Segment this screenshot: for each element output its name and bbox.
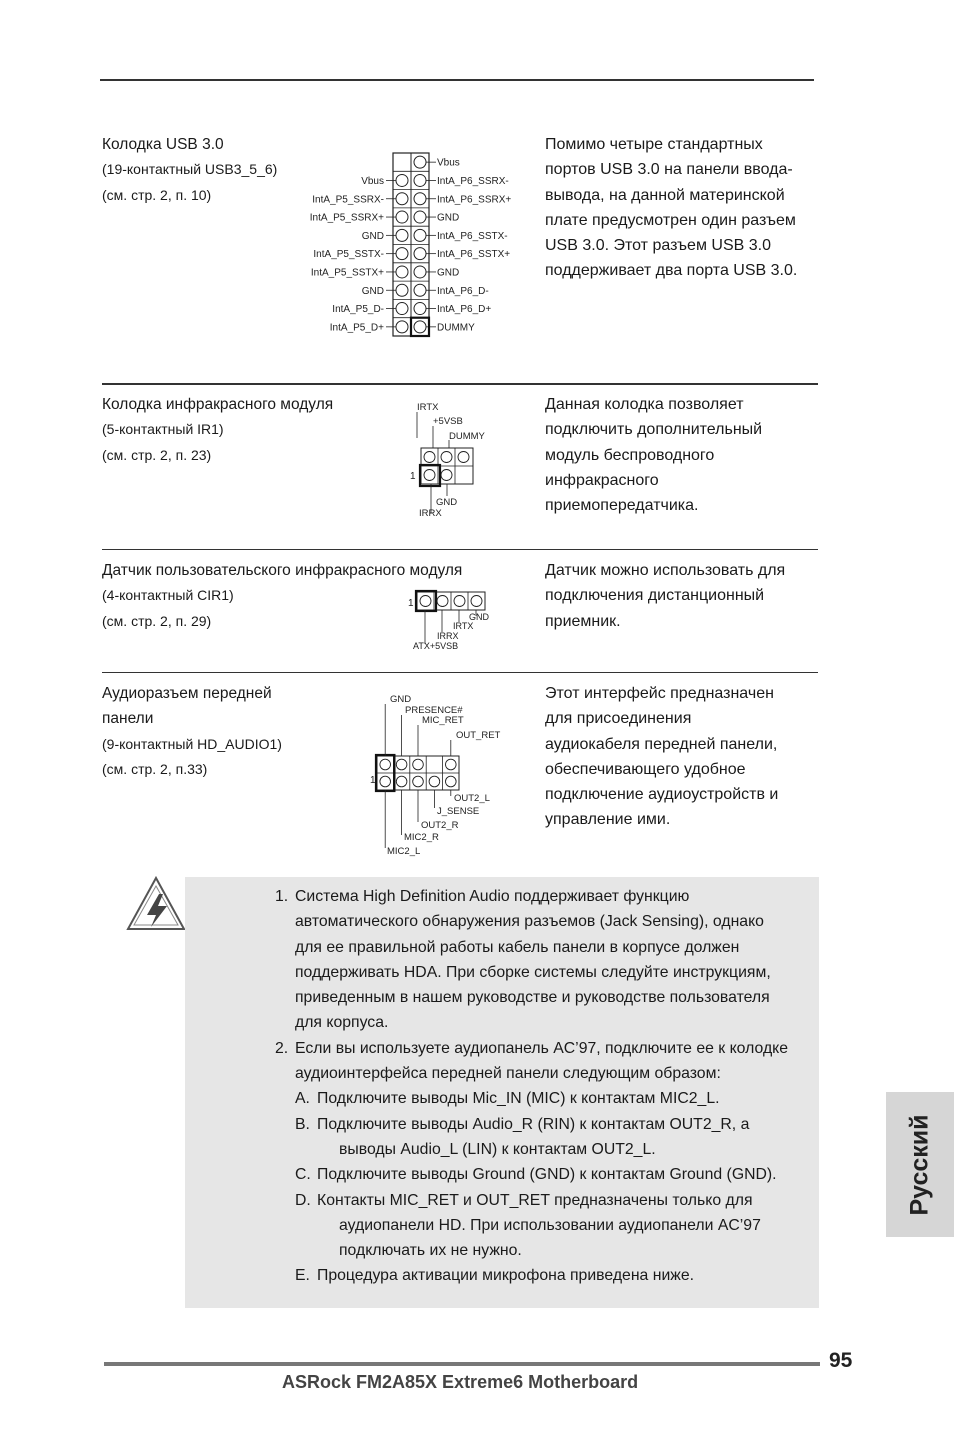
audio-pin bbox=[380, 776, 391, 787]
usb30-title: Колодка USB 3.0 bbox=[102, 136, 224, 153]
usb30-pin-count: (19-контактный USB3_5_6) bbox=[102, 161, 278, 178]
note-line: Подключите выводы Mic_IN (MIC) к контактам MIC2_L. bbox=[317, 1090, 720, 1108]
audio-pinout-diagram bbox=[365, 690, 515, 860]
cir-pin bbox=[471, 596, 482, 607]
ir-label-pin1: 1 bbox=[410, 471, 416, 482]
note-line: приведенным в нашем руководстве и руководстве пользователя bbox=[295, 989, 770, 1007]
usb30-pin bbox=[396, 321, 408, 333]
ir-labels bbox=[102, 392, 333, 468]
notes-list bbox=[275, 884, 825, 1289]
usb30-left-pin-label: GND bbox=[361, 230, 384, 242]
usb30-pin bbox=[414, 211, 426, 223]
ir-desc-line: инфракрасного bbox=[545, 471, 659, 489]
cir-desc-line: подключения дистанционный bbox=[545, 587, 765, 605]
audio-page-ref: (см. стр. 2, п.33) bbox=[102, 760, 208, 777]
audio-label-mic-ret: MIC_RET bbox=[422, 715, 464, 726]
cir-pin bbox=[420, 596, 431, 607]
note-sub-e: E. Процедура активации микрофона приведена ниже. bbox=[275, 1263, 825, 1288]
usb30-desc-line: USB 3.0. Этот разъем USB 3.0 bbox=[545, 237, 771, 255]
ir-label-irtx: IRTX bbox=[417, 402, 439, 413]
ir-description bbox=[545, 392, 835, 518]
audio-title-line1: Аудиоразъем передней bbox=[102, 685, 272, 702]
usb30-right-pin-label: DUMMY bbox=[437, 322, 475, 334]
note-line: Подключите выводы Ground (GND) к контактам Ground (GND). bbox=[317, 1166, 777, 1184]
usb30-right-pin-label: IntA_P6_D+ bbox=[437, 304, 492, 316]
audio-label-out-ret: OUT_RET bbox=[456, 730, 501, 741]
audio-label-out2-l: OUT2_L bbox=[454, 793, 490, 804]
audio-label-pin1: 1 bbox=[370, 775, 376, 786]
cir-pin bbox=[454, 596, 465, 607]
usb30-pin bbox=[396, 303, 408, 315]
usb30-right-pin-label: Vbus bbox=[437, 157, 460, 169]
note-line: выводы Audio_L (LIN) к контактам OUT2_L. bbox=[339, 1140, 656, 1158]
cir-desc-line: Датчик можно использовать для bbox=[545, 562, 786, 579]
usb30-right-pin-label: IntA_P6_D- bbox=[437, 285, 489, 297]
note-line: Система High Definition Audio поддерживает функцию bbox=[295, 888, 690, 905]
usb30-desc-line: поддерживает два порта USB 3.0. bbox=[545, 262, 798, 280]
warning-icon bbox=[125, 875, 187, 933]
usb30-left-pin-label: IntA_P5_SSRX+ bbox=[309, 212, 384, 224]
audio-label-j-sense: J_SENSE bbox=[437, 806, 480, 817]
note-line: поддерживать HDA. При сборке системы следуйте инструкциям, bbox=[295, 963, 771, 981]
language-tab-label: Русский bbox=[905, 1113, 934, 1216]
audio-pin bbox=[413, 776, 424, 787]
usb30-pin bbox=[396, 284, 408, 296]
cir-label-atx5vsb: ATX+5VSB bbox=[413, 641, 459, 651]
cir-pin bbox=[437, 596, 448, 607]
usb30-pin bbox=[414, 303, 426, 315]
usb30-pin bbox=[396, 211, 408, 223]
usb30-left-pin-label: IntA_P5_D+ bbox=[329, 322, 384, 334]
note-line: подключать их не нужно. bbox=[339, 1242, 522, 1260]
audio-pin bbox=[396, 759, 407, 770]
audio-label-gnd: GND bbox=[390, 694, 412, 705]
usb30-pin bbox=[396, 248, 408, 260]
usb30-right-pin-label: IntA_P6_SSRX- bbox=[437, 175, 509, 187]
usb30-description bbox=[545, 132, 835, 284]
audio-label-mic2-r: MIC2_R bbox=[404, 832, 439, 843]
usb30-labels bbox=[102, 132, 277, 208]
usb30-pin bbox=[414, 193, 426, 205]
usb30-left-pin-label: IntA_P5_SSTX+ bbox=[310, 267, 384, 279]
usb30-left-pin-label: GND bbox=[361, 285, 384, 297]
usb30-desc-line: портов USB 3.0 на панели ввода- bbox=[545, 161, 793, 179]
ir-label-irrx: IRRX bbox=[419, 508, 442, 519]
audio-pin bbox=[413, 759, 424, 770]
audio-pin bbox=[446, 759, 457, 770]
cir-desc-line: приемник. bbox=[545, 612, 621, 630]
ir-desc-line: модуль беспроводного bbox=[545, 446, 715, 464]
usb30-right-pin-label: GND bbox=[437, 267, 460, 279]
audio-title-line2: панели bbox=[102, 710, 154, 728]
note-line: для корпуса. bbox=[295, 1014, 389, 1032]
ir-label-dummy: DUMMY bbox=[449, 431, 485, 442]
section-divider bbox=[102, 672, 818, 673]
audio-pin bbox=[380, 759, 391, 770]
usb30-left-pin-label: IntA_P5_SSRX- bbox=[312, 194, 384, 206]
cir-title: Датчик пользовательского инфракрасного модуля bbox=[102, 562, 463, 579]
cir-page-ref: (см. стр. 2, п. 29) bbox=[102, 612, 212, 629]
cir-label-pin1: 1 bbox=[408, 598, 414, 609]
ir-pin bbox=[441, 470, 452, 481]
note-item-1: 1. Система High Definition Audio поддерживает функцию автоматического обнаружения разъемов (Jack Sensing), однако для ее правильной работы кабель панели в корпусе должен поддерживать HDA. При сборке системы следуйте инструкциям, приведенным в нашем руководстве и руководстве пользователя для корпуса. bbox=[275, 884, 825, 1036]
usb30-left-pin-label: IntA_P5_D- bbox=[332, 304, 384, 316]
ir-desc-line: Данная колодка позволяет bbox=[545, 396, 744, 413]
audio-description bbox=[545, 681, 835, 833]
usb30-page-ref: (см. стр. 2, п. 10) bbox=[102, 186, 212, 203]
section-divider bbox=[102, 549, 818, 550]
usb30-pin bbox=[396, 229, 408, 241]
usb30-pin bbox=[396, 174, 408, 186]
audio-labels bbox=[102, 681, 282, 782]
ir-page-ref: (см. стр. 2, п. 23) bbox=[102, 446, 212, 463]
ir-pin bbox=[458, 452, 469, 463]
note-line: Подключите выводы Audio_R (RIN) к контактам OUT2_R, а bbox=[317, 1115, 750, 1133]
audio-pin-count: (9-контактный HD_AUDIO1) bbox=[102, 735, 282, 752]
footer-product-name: ASRock FM2A85X Extreme6 Motherboard bbox=[282, 1372, 639, 1392]
note-line: аудиопанели HD. При использовании аудиопанели AC’97 bbox=[339, 1216, 761, 1234]
usb30-pin bbox=[396, 266, 408, 278]
ir-label-gnd: GND bbox=[436, 497, 458, 508]
usb30-right-pin-label: IntA_P6_SSTX- bbox=[437, 230, 508, 242]
usb30-pin bbox=[414, 229, 426, 241]
footer-rule bbox=[104, 1362, 820, 1366]
ir-title: Колодка инфракрасного модуля bbox=[102, 396, 334, 413]
audio-pin bbox=[429, 776, 440, 787]
usb30-desc-line: плате предусмотрен один разъем bbox=[545, 211, 796, 229]
usb30-left-pin-label: Vbus bbox=[361, 175, 384, 187]
note-item-2: 2. Если вы используете аудиопанель AC’97, подключите ее к колодке аудиоинтерфейса передней панели следующим образом: bbox=[275, 1036, 825, 1087]
ir-desc-line: подключить дополнительный bbox=[545, 421, 763, 439]
cir-description bbox=[545, 558, 835, 634]
ir-pin bbox=[424, 470, 435, 481]
audio-desc-line: Этот интерфейс предназначен bbox=[545, 685, 774, 702]
section-divider bbox=[102, 383, 818, 385]
audio-label-mic2-l: MIC2_L bbox=[387, 846, 421, 857]
note-sub-a: A. Подключите выводы Mic_IN (MIC) к контактам MIC2_L. bbox=[275, 1086, 825, 1111]
note-line: аудиоинтерфейса передней панели следующим образом: bbox=[295, 1065, 721, 1083]
usb30-pin bbox=[414, 284, 426, 296]
ir-pin bbox=[441, 452, 452, 463]
audio-desc-line: подключение аудиоустройств и bbox=[545, 786, 779, 804]
usb30-pin bbox=[414, 248, 426, 260]
note-sub-c: C. Подключите выводы Ground (GND) к контактам Ground (GND). bbox=[275, 1162, 825, 1187]
audio-pin bbox=[396, 776, 407, 787]
note-sub-b: B. Подключите выводы Audio_R (RIN) к контактам OUT2_R, а выводы Audio_L (LIN) к контактам OUT2_L. bbox=[275, 1112, 825, 1163]
cir-label-irtx: IRTX bbox=[453, 621, 474, 631]
audio-desc-line: управление ими. bbox=[545, 811, 671, 829]
note-line: для ее правильной работы кабель панели в корпусе должен bbox=[295, 938, 740, 956]
usb30-left-pin-label: IntA_P5_SSTX- bbox=[313, 249, 384, 261]
top-rule bbox=[100, 79, 814, 81]
cir-label-irrx: IRRX bbox=[437, 631, 459, 641]
usb30-desc-line: Помимо четыре стандартных bbox=[545, 136, 763, 153]
note-line: Контакты MIC_RET и OUT_RET предназначены только для bbox=[317, 1191, 753, 1209]
ir-pinout-diagram bbox=[405, 400, 515, 522]
usb30-pin bbox=[396, 193, 408, 205]
ir-pin-count: (5-контактный IR1) bbox=[102, 421, 224, 438]
usb30-pin bbox=[414, 156, 426, 168]
note-sub-d: D. Контакты MIC_RET и OUT_RET предназначены только для аудиопанели HD. При использовании аудиопанели AC’97 подключать их не нужно. bbox=[275, 1188, 825, 1264]
audio-desc-line: для присоединения bbox=[545, 710, 692, 728]
audio-pin bbox=[446, 776, 457, 787]
usb30-right-pin-label: IntA_P6_SSTX+ bbox=[437, 249, 511, 261]
cir-label-gnd: GND bbox=[469, 612, 489, 622]
page-number: 95 bbox=[829, 1349, 853, 1372]
audio-label-presence: PRESENCE# bbox=[405, 705, 463, 716]
cir-pin-count: (4-контактный CIR1) bbox=[102, 587, 234, 604]
language-tab bbox=[886, 1092, 954, 1237]
usb30-pin bbox=[414, 266, 426, 278]
note-line: автоматического обнаружения разъемов (Jack Sensing), однако bbox=[295, 913, 764, 931]
cir-pinout-diagram bbox=[405, 588, 525, 654]
usb30-right-pin-label: GND bbox=[437, 212, 460, 224]
ir-desc-line: приемопередатчика. bbox=[545, 497, 699, 515]
audio-label-out2-r: OUT2_R bbox=[421, 820, 459, 831]
note-line: Если вы используете аудиопанель AC’97, подключите ее к колодке bbox=[295, 1039, 789, 1057]
audio-desc-line: обеспечивающего удобное bbox=[545, 760, 746, 778]
ir-label-5vsb: +5VSB bbox=[433, 416, 463, 427]
usb30-pinout-diagram bbox=[290, 150, 540, 340]
note-line: Процедура активации микрофона приведена ниже. bbox=[317, 1267, 695, 1285]
ir-pin bbox=[424, 452, 435, 463]
usb30-pin bbox=[414, 321, 426, 333]
usb30-desc-line: вывода, на данной материнской bbox=[545, 186, 785, 204]
usb30-right-pin-label: IntA_P6_SSRX+ bbox=[437, 194, 512, 206]
usb30-pin bbox=[414, 174, 426, 186]
audio-desc-line: аудиокабеля передней панели, bbox=[545, 735, 778, 753]
